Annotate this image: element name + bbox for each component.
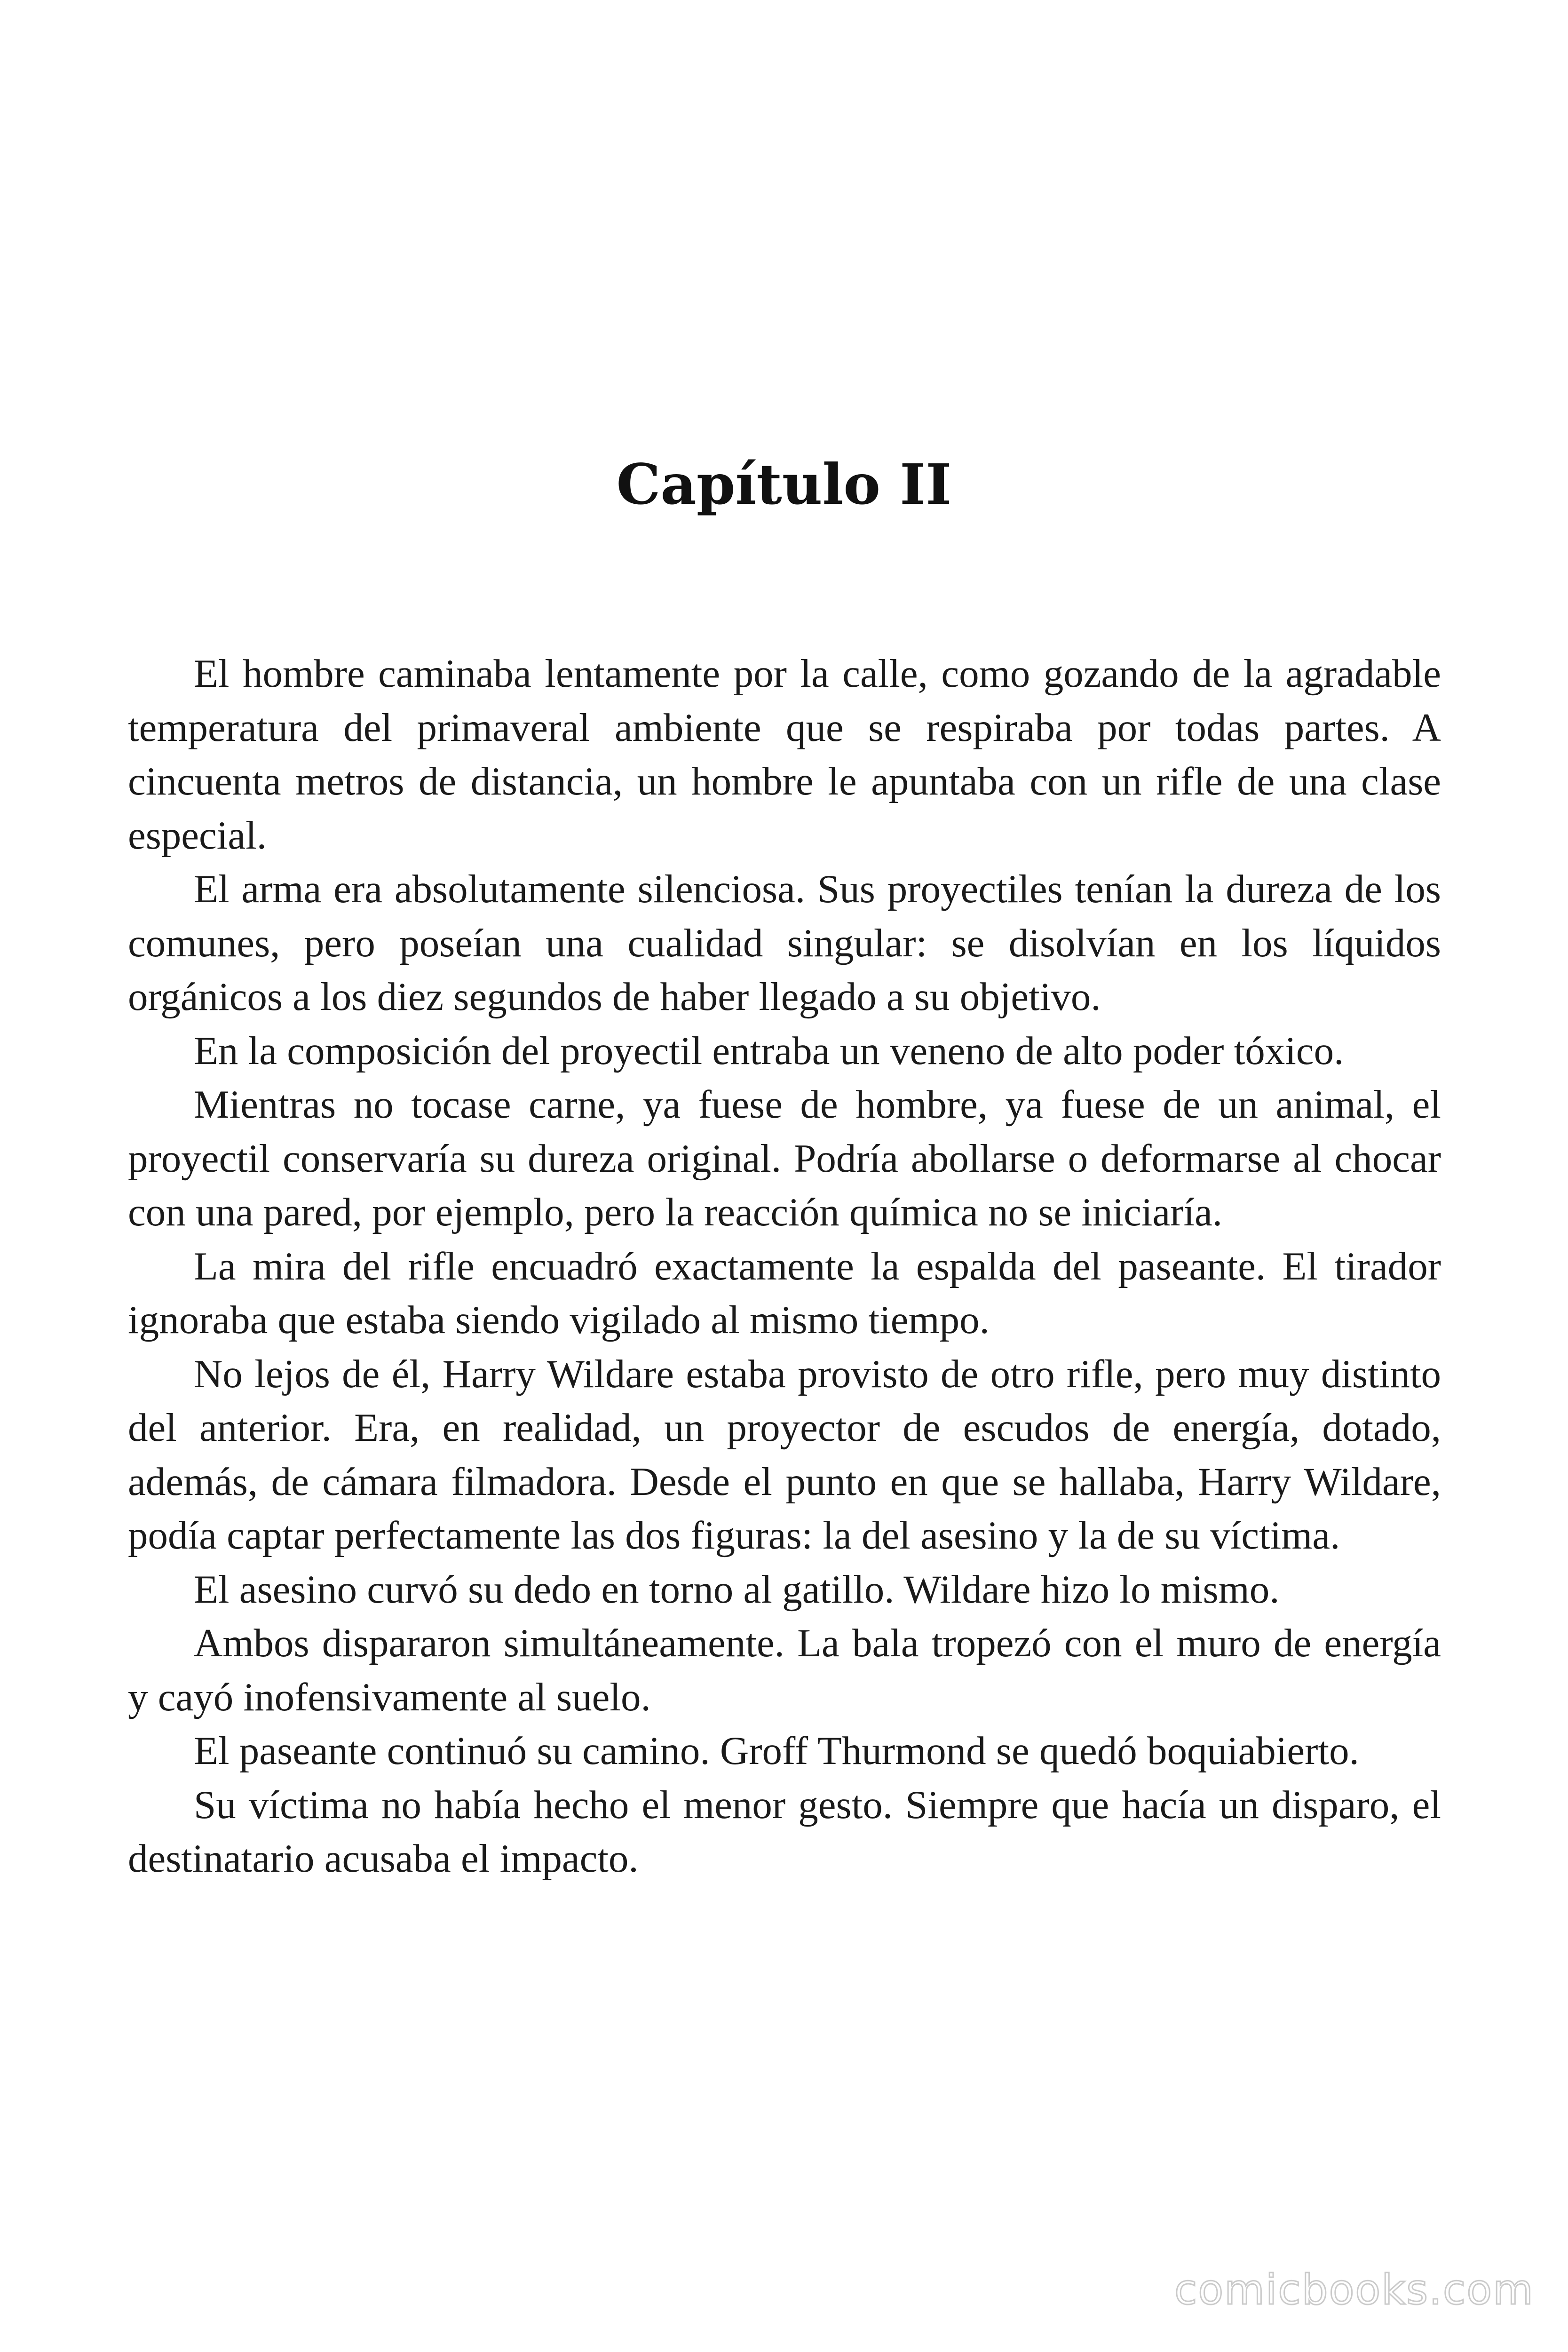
paragraph: El asesino curvó su dedo en torno al gatillo. Wildare hizo lo mismo. — [194, 1567, 1280, 1612]
paragraph: Mientras no tocase carne, ya fuese de hombre, ya fuese de un animal, el proyectil conservaría su dureza original. Podría abollarse o deformarse al chocar con una pared, por ejemplo, pero la reacción química no se iniciaría. — [128, 1082, 1441, 1234]
paragraph: Su víctima no había hecho el menor gesto. Siempre que hacía un disparo, el destinatario acusaba el impacto. — [128, 1782, 1441, 1881]
chapter-title: Capítulo II — [616, 452, 952, 517]
paragraph: No lejos de él, Harry Wildare estaba provisto de otro rifle, pero muy distinto del anterior. Era, en realidad, un proyector de escudos de energía, dotado, además, de cámara filmadora. Desde el punto en que se hallaba, Harry Wildare, podía captar perfectamente las dos figuras: la del asesino y la de su víctima. — [128, 1351, 1441, 1557]
paragraph: En la composición del proyectil entraba un veneno de alto poder tóxico. — [194, 1028, 1344, 1073]
chapter-body — [128, 647, 1441, 1886]
watermark: comicbooks.com — [1174, 2265, 1534, 2314]
paragraph: El arma era absolutamente silenciosa. Sus proyectiles tenían la dureza de los comunes, pero poseían una cualidad singular: se disolvían en los líquidos orgánicos a los diez segundos de haber llegado a su objetivo. — [128, 867, 1441, 1019]
paragraph: El hombre caminaba lentamente por la calle, como gozando de la agradable temperatura del primaveral ambiente que se respiraba por todas partes. A cincuenta metros de distancia, un hombre le apuntaba con un rifle de una clase especial. — [128, 652, 1441, 858]
paragraph: Ambos dispararon simultáneamente. La bala tropezó con el muro de energía y cayó inofensivamente al suelo. — [128, 1621, 1441, 1719]
paragraph: El paseante continuó su camino. Groff Thurmond se quedó boquiabierto. — [194, 1729, 1359, 1773]
paragraph: La mira del rifle encuadró exactamente la espalda del paseante. El tirador ignoraba que estaba siendo vigilado al mismo tiempo. — [128, 1244, 1441, 1342]
